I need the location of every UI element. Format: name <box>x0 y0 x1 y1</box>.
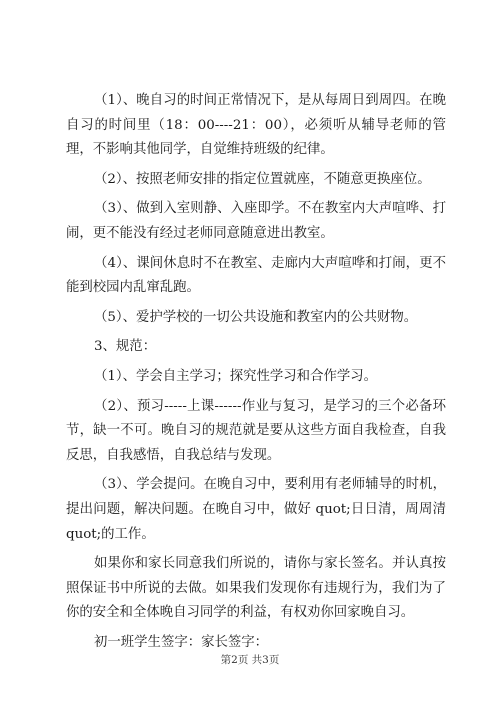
paragraph-rule-5: （5）、爱护学校的一切公共设施和教室内的公共财物。 <box>94 309 418 325</box>
paragraph-norm-3: （3）、学会提问。在晚自习中，要利用有老师辅导的时机，提出问题，解决问题。在晚自习中，做好 quot;日日清，周周清quot;的工作。 <box>66 477 446 542</box>
paragraph-rule-3: （3）、做到入室则静、入座即学。不在教室内大声喧哗、打闹，更不能没有经过老师同意随意进出教室。 <box>66 201 446 241</box>
paragraph-rule-4: （4）、课间休息时不在教室、走廊内大声喧哗和打闹，更不能到校园内乱窜乱跑。 <box>66 255 446 296</box>
document-body <box>66 89 446 660</box>
section-heading-norms: 3、规范： <box>94 339 157 355</box>
page-number-footer: 第2页 共3页 <box>220 654 280 666</box>
paragraph-norm-2: （2）、预习-----上课------作业与复习，是学习的三个必备环节，缺一不可。晚自习的规范就是要从这些方面自我检查，自我反思，自我感悟，自我总结与发现。 <box>66 398 446 463</box>
paragraph-agreement: 如果你和家长同意我们所说的，请你与家长签名。并认真按照保证书中所说的去做。如果我们发现你有违规行为，我们为了你的安全和全体晚自习同学的利益，有权劝你回家晚自习。 <box>66 556 446 621</box>
paragraph-rule-1: （1）、晚自习的时间正常情况下，是从每周日到周四。在晚自习的时间里（18：00----21：00），必须听从辅导老师的管理，不影响其他同学，自觉维持班级的纪律。 <box>66 93 446 158</box>
signature-line: 初一班学生签字：家长签字： <box>94 634 269 650</box>
paragraph-norm-1: （1）、学会自主学习；探究性学习和合作学习。 <box>94 368 378 384</box>
paragraph-rule-2: （2）、按照老师安排的指定位置就座，不随意更换座位。 <box>94 171 431 187</box>
